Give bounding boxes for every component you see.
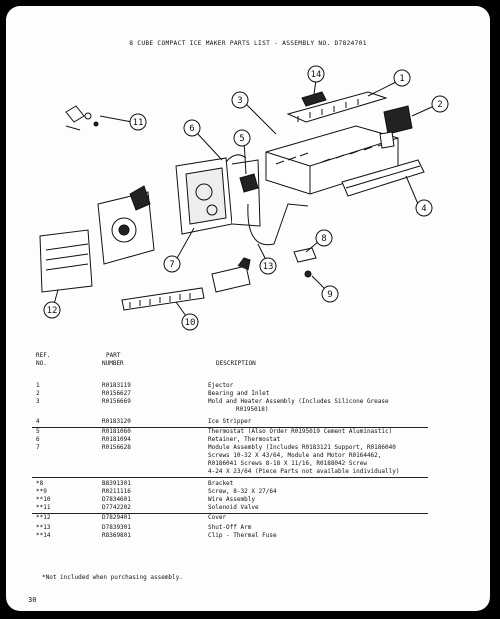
table-row	[6, 444, 490, 452]
callout-label: 3	[237, 96, 243, 106]
row-ref: 1	[36, 382, 40, 389]
row-part-number: R0156627	[102, 390, 131, 397]
row-description-continued: 4-24 X 23/64 (Piece Parts not available individually)	[208, 468, 400, 475]
table-row	[6, 398, 490, 406]
header-number: NUMBER	[102, 360, 124, 367]
row-ref: **11	[36, 504, 51, 511]
callout-9	[322, 286, 338, 302]
header-ref: REF.	[36, 352, 51, 359]
table-row	[6, 532, 490, 540]
row-description: Clip - Thermal Fuse	[208, 532, 277, 539]
row-description-continued: R0195018)	[236, 406, 269, 413]
row-part-number: R0181094	[102, 436, 131, 443]
cover-drawing	[40, 230, 92, 292]
callout-4	[416, 200, 432, 216]
callout-5	[234, 130, 250, 146]
callout-1	[394, 70, 410, 86]
thermal-fuse-clip-drawing	[302, 92, 326, 106]
row-description: Bracket	[208, 480, 234, 487]
row-part-number: B8391301	[102, 480, 131, 487]
callout-label: 5	[239, 134, 245, 144]
callout-label: 7	[169, 260, 175, 270]
callout-7	[164, 256, 180, 272]
row-divider	[32, 477, 428, 478]
callout-label: 10	[184, 318, 196, 328]
row-ref: **10	[36, 496, 51, 503]
callout-label: 12	[46, 306, 58, 316]
page-title: 8 CUBE COMPACT ICE MAKER PARTS LIST - ASSEMBLY NO. D7824701	[129, 40, 367, 47]
ejector-drawing	[288, 92, 386, 122]
bracket-drawing	[294, 248, 316, 262]
callout-label: 1	[399, 74, 405, 84]
callout-14	[308, 66, 324, 82]
wire-assembly-drawing	[122, 288, 204, 310]
row-part-number: R0183120	[102, 418, 131, 425]
parts-list-page	[6, 6, 490, 611]
screw-drawing	[305, 271, 311, 277]
row-description: Retainer, Thermostat	[208, 436, 281, 443]
row-part-number: D7834601	[102, 496, 131, 503]
table-row	[6, 514, 490, 522]
row-description: Screw, 8-32 X 27/64	[208, 488, 277, 495]
row-ref: **9	[36, 488, 47, 495]
row-ref: 2	[36, 390, 40, 397]
callout-10	[182, 314, 198, 330]
callout-label: 13	[262, 262, 274, 272]
callout-label: 14	[310, 70, 322, 80]
motor-housing-drawing	[98, 186, 154, 264]
row-ref: 7	[36, 444, 40, 451]
callout-11-top	[130, 114, 146, 130]
callout-label: 4	[421, 204, 427, 214]
table-header-row-1	[6, 352, 490, 360]
row-description-continued: Screws 10-32 X 43/64, Module and Motor R0164462,	[208, 452, 382, 459]
row-ref: **13	[36, 524, 51, 531]
table-row	[6, 488, 490, 496]
header-description: DESCRIPTION	[216, 360, 256, 367]
callout-label: 8	[321, 234, 327, 244]
table-row	[6, 496, 490, 504]
table-header-row-2	[6, 360, 490, 368]
row-part-number: R0183119	[102, 382, 131, 389]
row-ref: 6	[36, 436, 40, 443]
table-row	[6, 382, 490, 390]
retainer-drawing	[226, 155, 246, 162]
row-part-number: R0181060	[102, 428, 131, 435]
callout-6	[184, 120, 200, 136]
row-part-number: D7829401	[102, 514, 131, 521]
callout-13	[260, 258, 276, 274]
row-part-number: D7839301	[102, 524, 131, 531]
table-row	[6, 428, 490, 436]
row-description: Ice Stripper	[208, 418, 252, 425]
row-description: Bearing and Inlet	[208, 390, 270, 397]
callout-label: 9	[327, 290, 333, 300]
row-part-number: R0156669	[102, 398, 131, 405]
table-row	[6, 390, 490, 398]
table-row	[6, 504, 490, 512]
row-part-number: R0156628	[102, 444, 131, 451]
table-row	[6, 436, 490, 444]
callout-8	[316, 230, 332, 246]
row-description: Shut-Off Arm	[208, 524, 252, 531]
row-ref: 4	[36, 418, 40, 425]
page-number: 30	[28, 596, 37, 604]
row-part-number: R0211116	[102, 488, 131, 495]
callout-3	[232, 92, 248, 108]
row-ref: 5	[36, 428, 40, 435]
callout-label: 6	[189, 124, 195, 134]
row-description-continued: R0186041 Screws 8-18 X 11/16, R0188042 Screw	[208, 460, 367, 467]
row-description: Solenoid Valve	[208, 504, 259, 511]
row-description: Wire Assembly	[208, 496, 255, 503]
row-ref: 3	[36, 398, 40, 405]
table-row	[6, 418, 490, 426]
table-row	[6, 480, 490, 488]
row-description: Ejector	[208, 382, 234, 389]
callout-label: 11	[132, 118, 144, 128]
callout-2	[432, 96, 448, 112]
module-assembly-drawing	[176, 158, 260, 234]
callout-12	[44, 302, 60, 318]
header-part: PART	[106, 352, 121, 359]
row-ref: **14	[36, 532, 51, 539]
footnote: *Not included when purchasing assembly.	[42, 574, 183, 581]
solenoid-valve-drawing	[212, 258, 250, 292]
row-part-number: D7742202	[102, 504, 131, 511]
header-no: NO.	[36, 360, 47, 367]
row-ref: *8	[36, 480, 44, 487]
row-part-number: R8369801	[102, 532, 131, 539]
row-description: Mold and Heater Assembly (Includes Silicone Grease	[208, 398, 389, 405]
small-parts-drawing	[66, 106, 98, 130]
row-description: Cover	[208, 514, 227, 521]
exploded-parts-diagram	[26, 54, 476, 344]
callout-label: 2	[437, 100, 443, 110]
row-description: Thermostat (Also Order R0195019 Cement Aluminastic)	[208, 428, 393, 435]
row-ref: **12	[36, 514, 51, 521]
row-description: Module Assembly (Includes R0183121 Support, R0186040	[208, 444, 396, 451]
table-row	[6, 524, 490, 532]
